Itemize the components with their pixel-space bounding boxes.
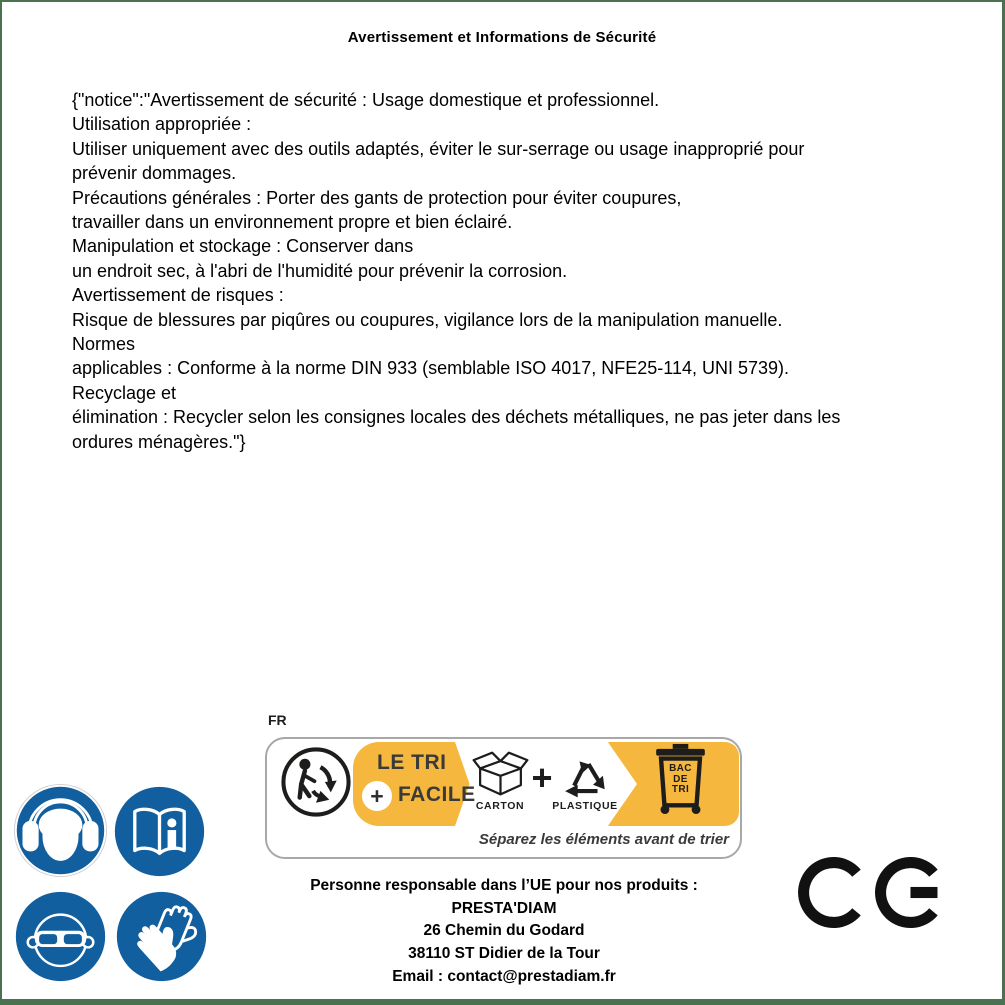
sorting-instruction: Séparez les éléments avant de trier [478,831,729,848]
safety-notice-text [72,88,952,454]
bac-de-tri-label: BAC DE TRI [669,763,692,795]
facile-label: FACILE [398,783,476,806]
ear-protection-icon [13,783,108,878]
city-address: 38110 ST Didier de la Tour [408,945,600,963]
notice-line: travailler dans un environnement propre et bien éclairé. [72,212,513,233]
le-tri-label: LE TRI [377,751,447,774]
country-code-label: FR [268,712,287,728]
plus-circle-icon: + [362,781,392,811]
notice-line: Recyclage et [72,382,177,403]
notice-line: {"notice":"Avertissement de sécurité : Usage domestique et professionnel. [72,90,660,110]
ce-mark-icon [798,844,946,941]
plus-separator: + [531,757,553,798]
notice-line: Avertissement de risques : [72,285,284,306]
plastique-recycling-icon [557,749,611,799]
notice-line: Utiliser uniquement avec des outils adaptés, éviter le sur-serrage ou usage inapproprié pour [72,138,805,159]
recycling-sorting-label [265,737,742,859]
page-title: Avertissement et Informations de Sécurité [347,29,657,46]
contact-email: Email : contact@prestadiam.fr [392,967,616,985]
notice-line: ordures ménagères."} [72,431,246,452]
notice-line: élimination : Recycler selon les consignes locales des déchets métalliques, ne pas jeter dans les [72,407,841,428]
company-name: PRESTA'DIAM [451,899,557,917]
notice-line: prévenir dommages. [72,163,237,184]
triman-icon [279,745,353,819]
notice-line: Utilisation appropriée : [72,114,252,135]
carton-label: CARTON [475,800,525,812]
notice-line: Manipulation et stockage : Conserver dans [72,236,414,257]
plastique-label: PLASTIQUE [552,800,618,812]
notice-line: Normes [72,334,136,355]
eu-responsible-block [254,875,754,989]
responsible-intro: Personne responsable dans l’UE pour nos produits : [310,877,698,894]
eye-protection-icon [13,889,108,984]
notice-line: Risque de blessures par piqûres ou coupures, vigilance lors de la manipulation manuelle. [72,309,783,330]
carton-box-icon [472,749,529,799]
notice-line: un endroit sec, à l'abri de l'humidité pour prévenir la corrosion. [72,260,568,281]
street-address: 26 Chemin du Godard [423,922,585,940]
notice-line: applicables : Conforme à la norme DIN 933 (semblable ISO 4017, NFE25-114, UNI 5739). [72,358,790,379]
read-manual-icon [112,784,207,879]
protective-gloves-icon [114,889,209,984]
notice-line: Précautions générales : Porter des gants de protection pour éviter coupures, [72,187,682,208]
